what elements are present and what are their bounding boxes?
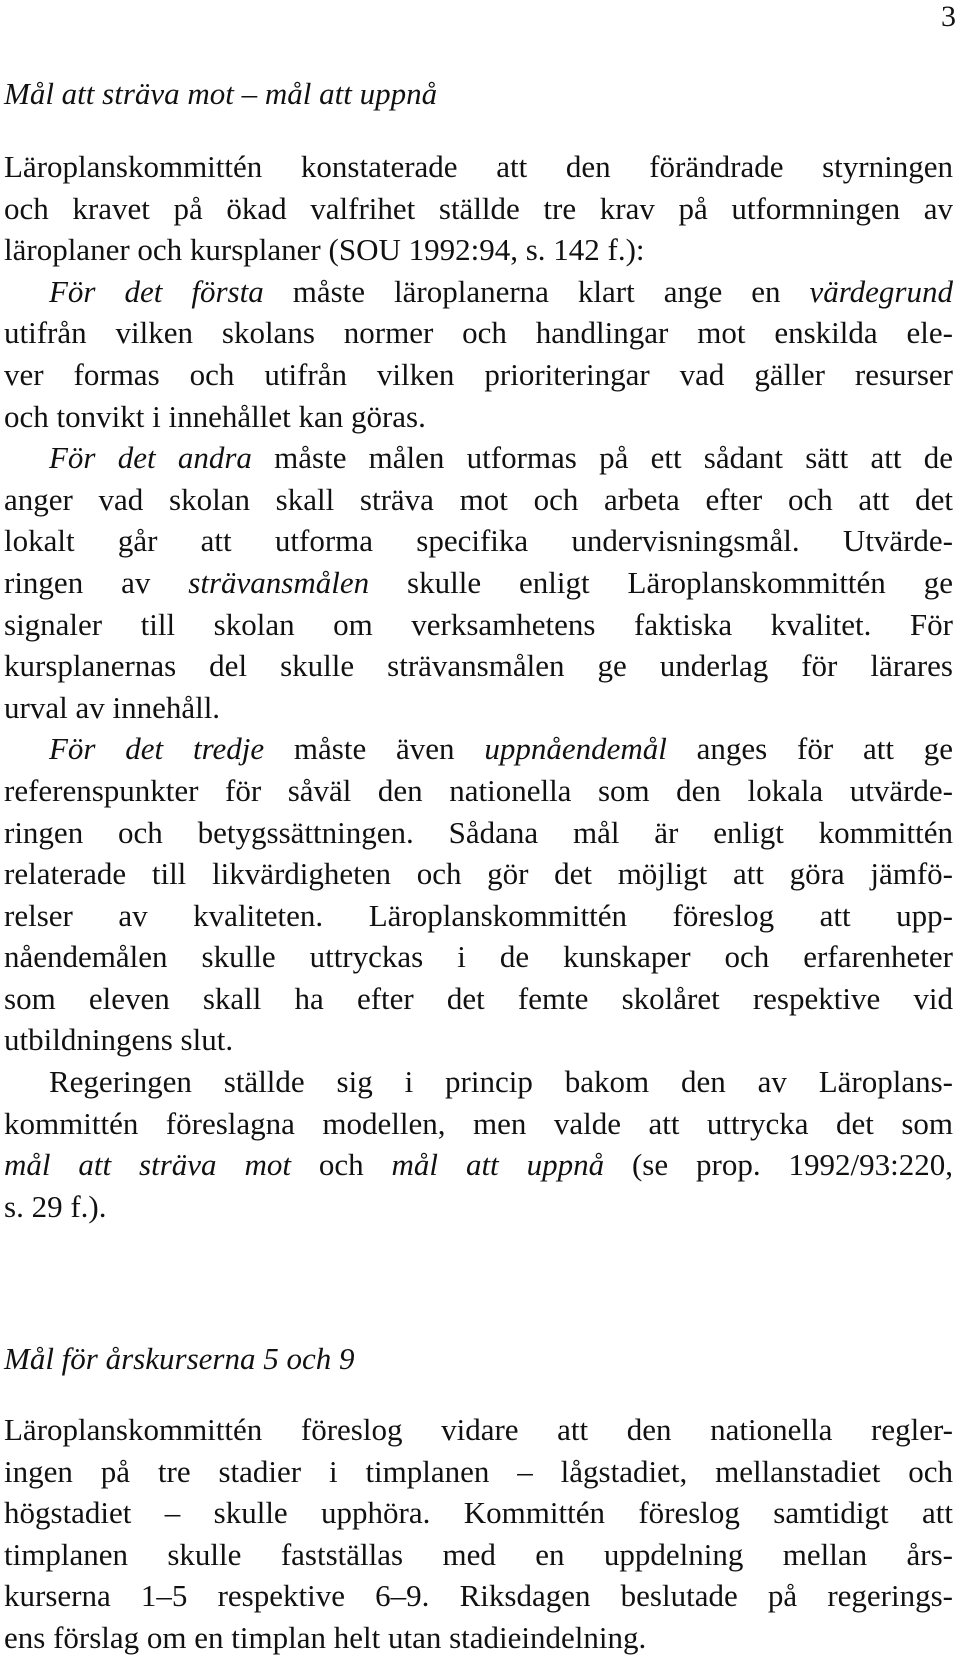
text-line bbox=[4, 728, 953, 770]
text-line: relaterade till likvärdigheten och gör det möjligt att göra jämfö- bbox=[4, 856, 953, 892]
text-line: Regeringen ställde sig i princip bakom den av Läroplans- bbox=[49, 1064, 953, 1100]
section-body-grades bbox=[4, 1409, 953, 1659]
text-run: och bbox=[290, 1147, 392, 1183]
text-line: som eleven skall ha efter det femte skolåret respektive vid bbox=[4, 980, 953, 1016]
text-line: lokalt går att utforma specifika undervisningsmål. Utvärde- bbox=[4, 523, 953, 559]
text-line bbox=[4, 562, 953, 604]
text-line: utbildningens slut. bbox=[4, 1022, 234, 1058]
text-line: signaler till skolan om verksamhetens faktiska kvalitet. För bbox=[4, 606, 953, 642]
text-line: högstadiet – skulle upphöra. Kommittén föreslog samtidigt att bbox=[4, 1495, 953, 1531]
italic-phrase: uppnåendemål bbox=[484, 731, 667, 767]
text-line: timplanen skulle fastställas med en uppdelning mellan års- bbox=[4, 1536, 953, 1572]
italic-phrase: mål att sträva mot bbox=[4, 1147, 291, 1183]
italic-phrase: För det andra bbox=[49, 440, 252, 476]
text-run: anges för att ge bbox=[666, 731, 953, 767]
text-line: Läroplanskommittén konstaterade att den förändrade styrningen bbox=[4, 149, 953, 184]
text-line: läroplaner och kursplaner (SOU 1992:94, s. 142 f.): bbox=[4, 232, 645, 268]
section-body-goals bbox=[4, 146, 953, 1227]
text-run: skulle enligt Läroplanskommittén ge bbox=[369, 564, 953, 600]
section-heading-goals: Mål att sträva mot – mål att uppnå bbox=[4, 76, 438, 111]
text-run: måste även bbox=[264, 731, 485, 767]
text-line: urval av innehåll. bbox=[4, 689, 221, 725]
text-line bbox=[4, 1144, 953, 1186]
text-line: kurserna 1–5 respektive 6–9. Riksdagen beslutade på regerings- bbox=[4, 1578, 953, 1614]
text-line bbox=[4, 437, 953, 479]
page-number: 3 bbox=[941, 0, 956, 33]
text-line: ver formas och utifrån vilken prioriteringar vad gäller resurser bbox=[4, 356, 953, 392]
text-line: referenspunkter för såväl den nationella som den lokala utvärde- bbox=[4, 772, 953, 808]
section-heading-grades: Mål för årskurserna 5 och 9 bbox=[4, 1341, 355, 1376]
text-line: nåendemålen skulle uttryckas i de kunskaper och erfarenheter bbox=[4, 939, 953, 975]
text-line bbox=[4, 271, 953, 313]
italic-phrase: strävansmålen bbox=[188, 564, 370, 600]
text-run: (se prop. 1992/93:220, bbox=[604, 1147, 953, 1183]
text-line: ringen och betygssättningen. Sådana mål är enligt kommittén bbox=[4, 814, 953, 850]
text-line: ens förslag om en timplan helt utan stadieindelning. bbox=[4, 1619, 647, 1655]
italic-phrase: värdegrund bbox=[809, 273, 953, 309]
text-line: kursplanernas del skulle strävansmålen ge underlag för lärares bbox=[4, 648, 953, 684]
text-line: s. 29 f.). bbox=[4, 1188, 107, 1224]
text-line: utifrån vilken skolans normer och handlingar mot enskilda ele- bbox=[4, 315, 953, 351]
italic-phrase: mål att uppnå bbox=[391, 1147, 605, 1183]
text-run: måste läroplanerna klart ange en bbox=[263, 273, 810, 309]
text-run: måste målen utformas på ett sådant sätt att de bbox=[251, 440, 953, 476]
text-line: ingen på tre stadier i timplanen – lågstadiet, mellanstadiet och bbox=[4, 1453, 953, 1489]
text-line: anger vad skolan skall sträva mot och arbeta efter och att det bbox=[4, 481, 953, 517]
italic-phrase: För det första bbox=[49, 273, 264, 309]
italic-phrase: För det tredje bbox=[49, 731, 265, 767]
text-line: Läroplanskommittén föreslog vidare att den nationella regler- bbox=[4, 1412, 953, 1447]
text-line: relser av kvaliteten. Läroplanskommittén föreslog att upp- bbox=[4, 897, 953, 933]
text-line: kommittén föreslagna modellen, men valde att uttrycka det som bbox=[4, 1105, 953, 1141]
text-run: ringen av bbox=[4, 564, 189, 600]
text-line: och tonvikt i innehållet kan göras. bbox=[4, 398, 426, 434]
text-line: och kravet på ökad valfrihet ställde tre krav på utformningen av bbox=[4, 190, 953, 226]
